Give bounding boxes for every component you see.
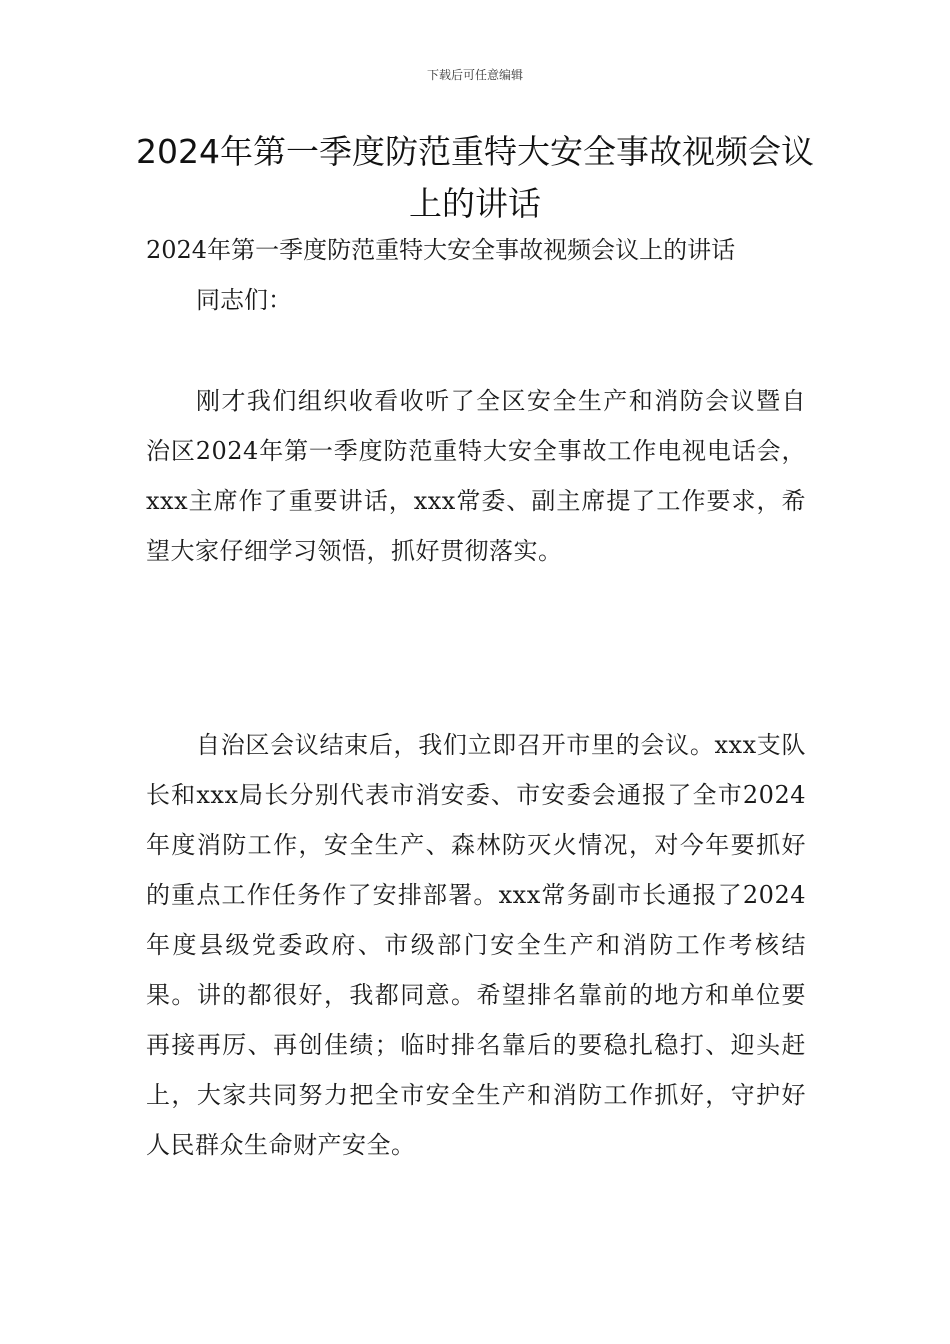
paragraph-2: 自治区会议结束后，我们立即召开市里的会议。xxx支队长和xxx局长分别代表市消安委、市安委会通报了全市2024年度消防工作，安全生产、森林防灭火情况，对今年要抓好的重点工作任务作了安排部署。xxx常务副市长通报了2024年度县级党委政府、市级部门安全生产和消防工作考核结果。讲的都很好，我都同意。希望排名靠前的地方和单位要再接再厉、再创佳绩；临时排名靠后的要稳扎稳打、迎头赶上，大家共同努力把全市安全生产和消防工作抓好，守护好人民群众生命财产安全。 <box>146 731 806 1159</box>
document-title: 2024年第一季度防范重特大安全事故视频会议上的讲话 <box>136 132 814 223</box>
salutation: 同志们： <box>196 286 292 314</box>
header-note: 下载后可任意编辑 <box>426 68 523 82</box>
paragraph-1: 刚才我们组织收看收听了全区安全生产和消防会议暨自治区2024年第一季度防范重特大安全事故工作电视电话会，xxx主席作了重要讲话，xxx常委、副主席提了工作要求，希望大家仔细学习领悟，抓好贯彻落实。 <box>146 387 806 565</box>
document-subtitle: 2024年第一季度防范重特大安全事故视频会议上的讲话 <box>146 236 736 264</box>
